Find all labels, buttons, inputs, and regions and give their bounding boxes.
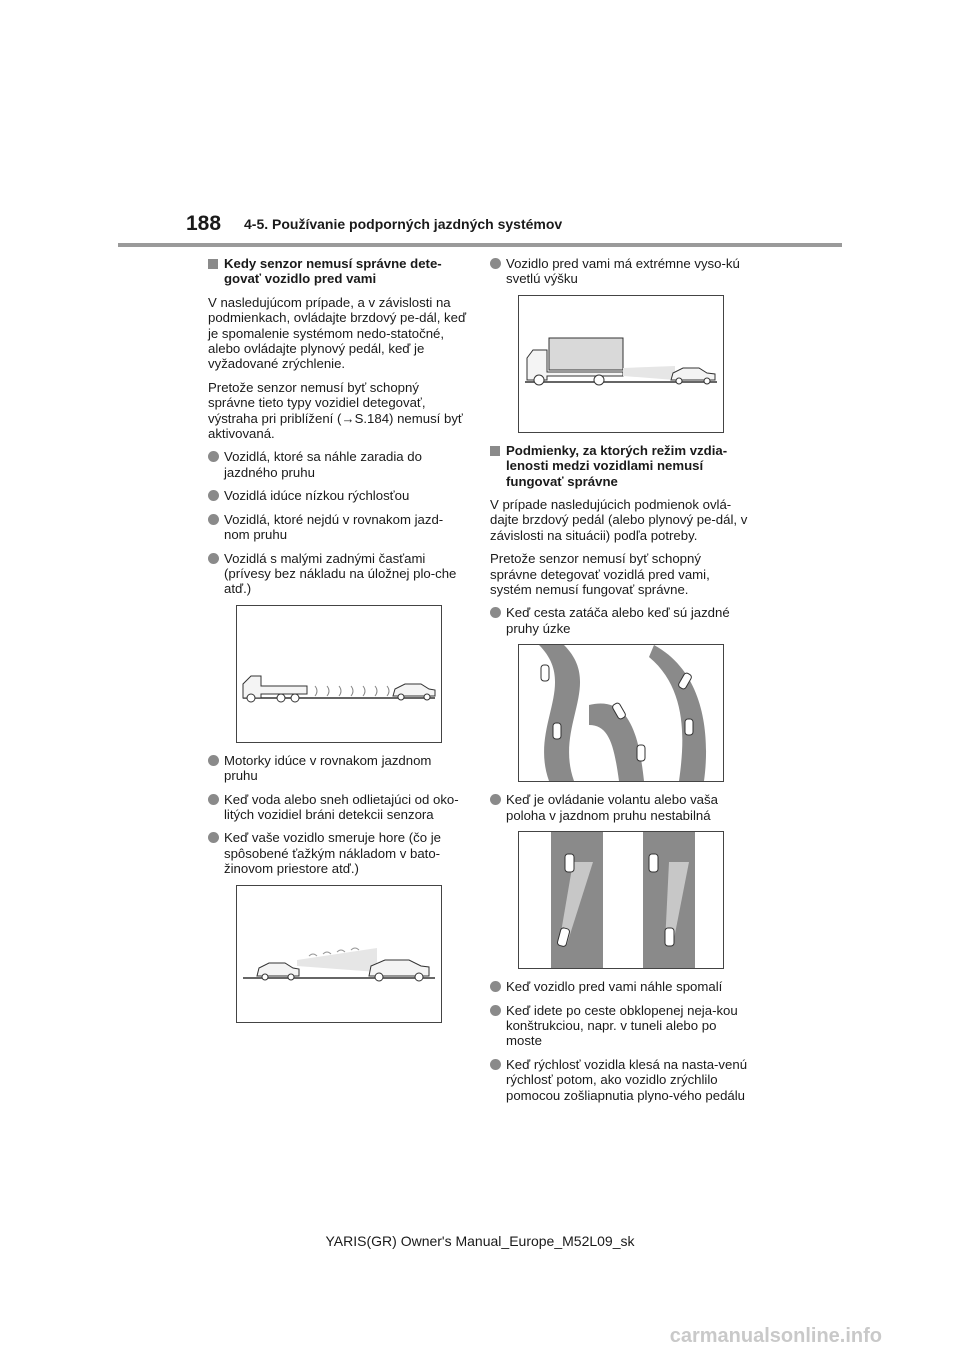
right-column: [490, 256, 750, 1111]
bullet-dot-icon: [490, 981, 501, 992]
list-item-text: Vozidlá idúce nízkou rýchlosťou: [224, 488, 410, 504]
right-paragraph-1: V prípade nasledujúcich podmienok ovlá-dajte brzdový pedál (alebo plynový pe-dál, v závislosti na situácii) podľa potreby.: [490, 497, 748, 543]
square-bullet-icon: [490, 446, 500, 456]
list-item-text: Vozidlá, ktoré sa náhle zaradia do jazdného pruhu: [224, 449, 422, 480]
list-item-text: Keď idete po ceste obklopenej neja-kou konštrukciou, napr. v tuneli alebo po moste: [506, 1002, 738, 1049]
bullet-dot-icon: [208, 514, 219, 525]
section-title: 4-5. Používanie podporných jazdných systémov: [244, 216, 563, 232]
list-item-text: Vozidlo pred vami má extrémne vyso-kú svetlú výšku: [506, 256, 740, 287]
list-item: [490, 979, 750, 994]
left-paragraph-1: V nasledujúcom prípade, a v závislosti na podmienkach, ovládajte brzdový pe-dál, keď je spomalenie systémom nedo-statočné, alebo ovládajte plynový pedál, keď je vyžadované zrýchlenie.: [208, 294, 467, 372]
header-rule: [118, 243, 842, 247]
list-item-text: Vozidlá s malými zadnými časťami (prívesy bez nákladu na úložnej plo-che atď.): [224, 550, 457, 597]
bullet-dot-icon: [208, 490, 219, 501]
high-clearance-illustration: [518, 295, 724, 433]
unstable-lane-illustration: [518, 831, 724, 969]
incline-illustration: [236, 885, 442, 1023]
bullet-dot-icon: [208, 451, 219, 462]
list-item: [490, 1003, 750, 1049]
left-heading: [208, 256, 468, 287]
bullet-dot-icon: [208, 553, 219, 564]
footer-text: YARIS(GR) Owner's Manual_Europe_M52L09_sk: [325, 1233, 635, 1249]
list-item-text: Keď vozidlo pred vami náhle spomalí: [506, 979, 723, 995]
bullet-dot-icon: [208, 755, 219, 766]
bullet-dot-icon: [208, 832, 219, 843]
list-item: [490, 605, 750, 636]
left-heading-text: Kedy senzor nemusí správne dete-govať vozidlo pred vami: [224, 256, 442, 287]
bullet-dot-icon: [490, 1059, 501, 1070]
curved-road-illustration: [518, 644, 724, 782]
list-item-text: Motorky idúce v rovnakom jazdnom pruhu: [224, 752, 432, 784]
list-item-text: Keď voda alebo sneh odlietajúci od oko-litých vozidiel bráni detekcii senzora: [224, 791, 459, 822]
list-item: [490, 1057, 750, 1103]
left-column: [208, 256, 468, 1033]
list-item: [208, 449, 468, 480]
list-item: [208, 488, 468, 503]
list-item-text: Vozidlá, ktoré nejdú v rovnakom jazd-nom pruhu: [224, 511, 444, 543]
list-item-text: Keď cesta zatáča alebo keď sú jazdné pruhy úzke: [506, 605, 730, 636]
list-item: [208, 753, 468, 784]
list-item: [490, 792, 750, 823]
right-heading-text: Podmienky, za ktorých režim vzdia-lenosti medzi vozidlami nemusí fungovať správne: [506, 442, 728, 489]
bullet-dot-icon: [490, 1005, 501, 1016]
left-paragraph-2: Pretože senzor nemusí byť schopný správne tieto typy vozidiel detegovať, výstraha pri priblížení (→S.184) nemusí byť aktivovaná.: [208, 379, 463, 442]
right-heading: [490, 443, 750, 489]
list-item: [490, 256, 750, 287]
page-number: 188: [186, 212, 222, 235]
bullet-dot-icon: [490, 607, 501, 618]
list-item: [208, 792, 468, 823]
trailer-illustration: [236, 605, 442, 743]
bullet-dot-icon: [490, 258, 501, 269]
list-item: [208, 551, 468, 597]
right-paragraph-2: Pretože senzor nemusí byť schopný správne detegovať vozidlá pred vami, systém nemusí fungovať správne.: [490, 551, 710, 598]
list-item: [208, 512, 468, 543]
list-item: [208, 830, 468, 876]
list-item-text: Keď je ovládanie volantu alebo vaša poloha v jazdnom pruhu nestabilná: [506, 792, 718, 823]
bullet-dot-icon: [490, 794, 501, 805]
list-item-text: Keď vaše vozidlo smeruje hore (čo je spôsobené ťažkým nákladom v bato-žinovom priestore atď.): [224, 830, 442, 877]
square-bullet-icon: [208, 259, 218, 269]
bullet-dot-icon: [208, 794, 219, 805]
watermark: carmanualsonline.info: [669, 1325, 882, 1347]
list-item-text: Keď rýchlosť vozidla klesá na nasta-venú rýchlosť potom, ako vozidlo zrýchlilo pomocou zošliapnutia plyno-vého pedálu: [506, 1056, 748, 1103]
